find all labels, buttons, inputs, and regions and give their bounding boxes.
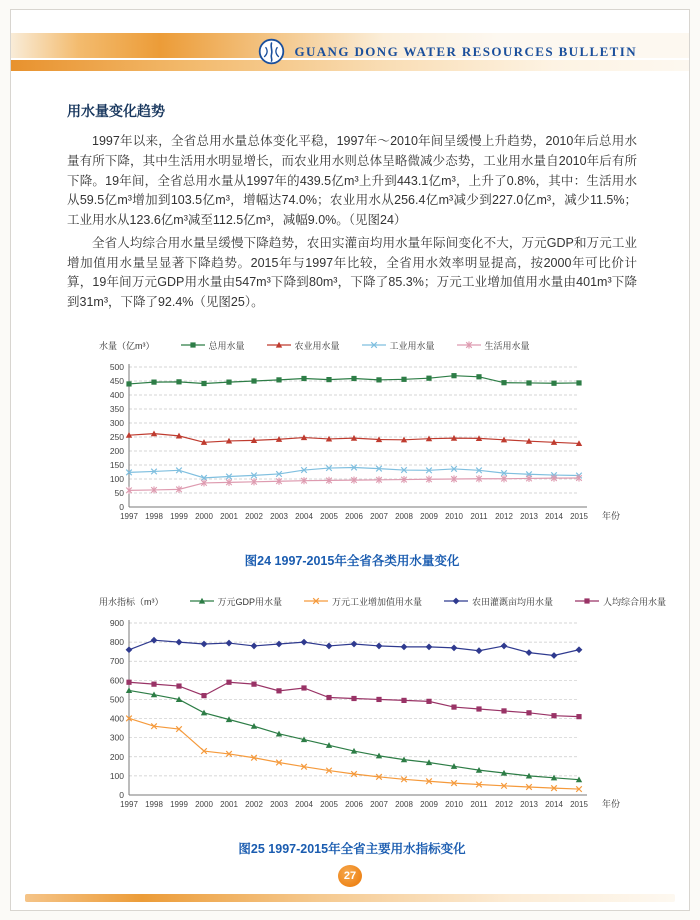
svg-text:900: 900 — [109, 617, 124, 628]
svg-text:2000: 2000 — [195, 511, 213, 521]
svg-text:2013: 2013 — [520, 799, 538, 809]
svg-text:300: 300 — [109, 732, 124, 743]
legend-marker-icon — [362, 340, 386, 350]
paragraph-usage-indicators: 全省人均综合用水量呈缓慢下降趋势，农田实灌亩均用水量年际间变化不大，万元GDP和万元工业增加值用水量呈显著下降趋势。2015年与1997年比较，全省用水效率明显提高，按2000年可比价计算，19年间万元GDP用水量由547m³下降到80m³，下降了85.3%；万元工业增加值用水量由401m³下降到31m³，下降了92.4%（见图25）。 — [67, 235, 637, 309]
svg-text:2012: 2012 — [495, 799, 513, 809]
svg-text:700: 700 — [109, 655, 124, 666]
chart-series-line — [129, 718, 579, 789]
svg-text:1997: 1997 — [120, 799, 138, 809]
chart-25-usage-indicators — [85, 595, 667, 826]
legend-label: 农业用水量 — [294, 340, 340, 351]
svg-text:200: 200 — [109, 445, 124, 456]
svg-text:2014: 2014 — [545, 799, 563, 809]
chart-25-block — [67, 595, 667, 857]
svg-text:2009: 2009 — [420, 799, 438, 809]
legend-item — [304, 595, 422, 608]
page-footer — [11, 865, 689, 902]
chart-series-line — [129, 690, 579, 779]
chart-canvas — [85, 357, 645, 533]
svg-text:年份: 年份 — [601, 798, 621, 809]
paragraph-water-usage-trend: 1997年以来，全省总用水量总体变化平稳，1997年～2010年间呈缓慢上升趋势，2010年后总用水量有所下降，其中生活用水明显增长，而农业用水则总体呈略微减少态势，工业用水量自2010年后有所下降。19年间，全省总用水量从1997年的439.5亿m³上升到443.1亿m³，上升了0.8%，其中：生活用水从59.5亿m³增加到103.5亿m³，增幅达74.0%；农业用水从256.4亿m³减少到227.0亿m³，减少11.5%；工业用水从123.6亿m³减至112.5亿m³，减幅9.0%。（见图24） — [67, 134, 637, 227]
legend-marker-icon — [181, 340, 205, 350]
svg-text:2004: 2004 — [295, 511, 313, 521]
legend-marker-icon — [304, 596, 328, 606]
svg-text:2014: 2014 — [545, 511, 563, 521]
legend-item — [181, 339, 245, 352]
bulletin-page — [10, 9, 690, 911]
legend-label: 人均综合用水量 — [603, 596, 667, 607]
svg-text:2010: 2010 — [445, 511, 463, 521]
chart-25-caption: 图25 1997-2015年全省主要用水指标变化 — [238, 841, 466, 856]
svg-text:2002: 2002 — [245, 511, 263, 521]
svg-text:2015: 2015 — [570, 799, 588, 809]
svg-text:2015: 2015 — [570, 511, 588, 521]
svg-text:1999: 1999 — [170, 799, 188, 809]
svg-text:250: 250 — [109, 431, 124, 442]
svg-text:2000: 2000 — [195, 799, 213, 809]
chart-legend — [85, 339, 637, 352]
svg-text:500: 500 — [109, 694, 124, 705]
legend-label: 万元工业增加值用水量 — [332, 596, 423, 607]
svg-text:100: 100 — [109, 473, 124, 484]
svg-text:1999: 1999 — [170, 511, 188, 521]
svg-text:2003: 2003 — [270, 799, 288, 809]
legend-item — [190, 595, 283, 608]
footer-gradient-bar — [25, 894, 675, 902]
chart-canvas — [85, 613, 645, 821]
svg-text:800: 800 — [109, 636, 124, 647]
svg-text:2007: 2007 — [370, 511, 388, 521]
svg-text:2012: 2012 — [495, 511, 513, 521]
chart-series-line — [129, 467, 579, 477]
svg-text:2011: 2011 — [470, 799, 488, 809]
legend-label: 万元GDP用水量 — [217, 596, 283, 607]
chart-y-axis-label: 水量（亿m³） — [99, 340, 155, 351]
svg-text:500: 500 — [109, 361, 124, 372]
svg-text:1997: 1997 — [120, 511, 138, 521]
legend-item — [362, 339, 435, 352]
page-content — [11, 101, 689, 857]
header-brand — [258, 38, 637, 65]
svg-text:2005: 2005 — [320, 511, 338, 521]
svg-text:2001: 2001 — [220, 799, 238, 809]
page-number-badge: 27 — [338, 865, 362, 887]
legend-item — [575, 595, 666, 608]
svg-text:2006: 2006 — [345, 511, 363, 521]
svg-text:2003: 2003 — [270, 511, 288, 521]
svg-text:350: 350 — [109, 403, 124, 414]
chart-24-usage-by-category — [85, 339, 637, 538]
svg-text:2011: 2011 — [470, 511, 488, 521]
chart-24-block — [67, 339, 637, 569]
svg-text:0: 0 — [119, 501, 124, 512]
svg-text:2010: 2010 — [445, 799, 463, 809]
svg-text:300: 300 — [109, 417, 124, 428]
legend-label: 总用水量 — [208, 340, 245, 351]
svg-text:400: 400 — [109, 713, 124, 724]
header-band — [11, 33, 689, 71]
chart-24-caption: 图24 1997-2015年全省各类用水量变化 — [244, 553, 460, 568]
svg-text:2008: 2008 — [395, 799, 413, 809]
svg-text:2002: 2002 — [245, 799, 263, 809]
svg-text:2007: 2007 — [370, 799, 388, 809]
legend-marker-icon — [575, 596, 599, 606]
legend-label: 生活用水量 — [484, 340, 530, 351]
legend-item — [267, 339, 340, 352]
svg-text:2004: 2004 — [295, 799, 313, 809]
legend-item — [457, 339, 530, 352]
svg-text:2006: 2006 — [345, 799, 363, 809]
svg-text:2008: 2008 — [395, 511, 413, 521]
svg-text:2005: 2005 — [320, 799, 338, 809]
chart-y-axis-label: 用水指标（m³） — [99, 596, 164, 607]
legend-label: 工业用水量 — [389, 340, 435, 351]
svg-text:1998: 1998 — [145, 511, 163, 521]
svg-text:100: 100 — [109, 770, 124, 781]
chart-legend — [85, 595, 667, 608]
bulletin-logo-icon — [258, 38, 285, 65]
legend-marker-icon — [457, 340, 481, 350]
svg-text:400: 400 — [109, 389, 124, 400]
legend-label: 农田灌溉亩均用水量 — [472, 596, 554, 607]
svg-text:2001: 2001 — [220, 511, 238, 521]
svg-text:0: 0 — [119, 789, 124, 800]
header-title: GUANG DONG WATER RESOURCES BULLETIN — [294, 43, 637, 59]
svg-text:2013: 2013 — [520, 511, 538, 521]
svg-text:600: 600 — [109, 675, 124, 686]
svg-text:50: 50 — [114, 487, 124, 498]
legend-item — [444, 595, 553, 608]
legend-marker-icon — [267, 340, 291, 350]
svg-text:450: 450 — [109, 375, 124, 386]
svg-text:2009: 2009 — [420, 511, 438, 521]
svg-text:200: 200 — [109, 751, 124, 762]
svg-text:年份: 年份 — [601, 510, 621, 521]
svg-text:150: 150 — [109, 459, 124, 470]
section-heading: 用水量变化趋势 — [67, 103, 165, 119]
svg-text:1998: 1998 — [145, 799, 163, 809]
legend-marker-icon — [190, 596, 214, 606]
legend-marker-icon — [444, 596, 468, 606]
